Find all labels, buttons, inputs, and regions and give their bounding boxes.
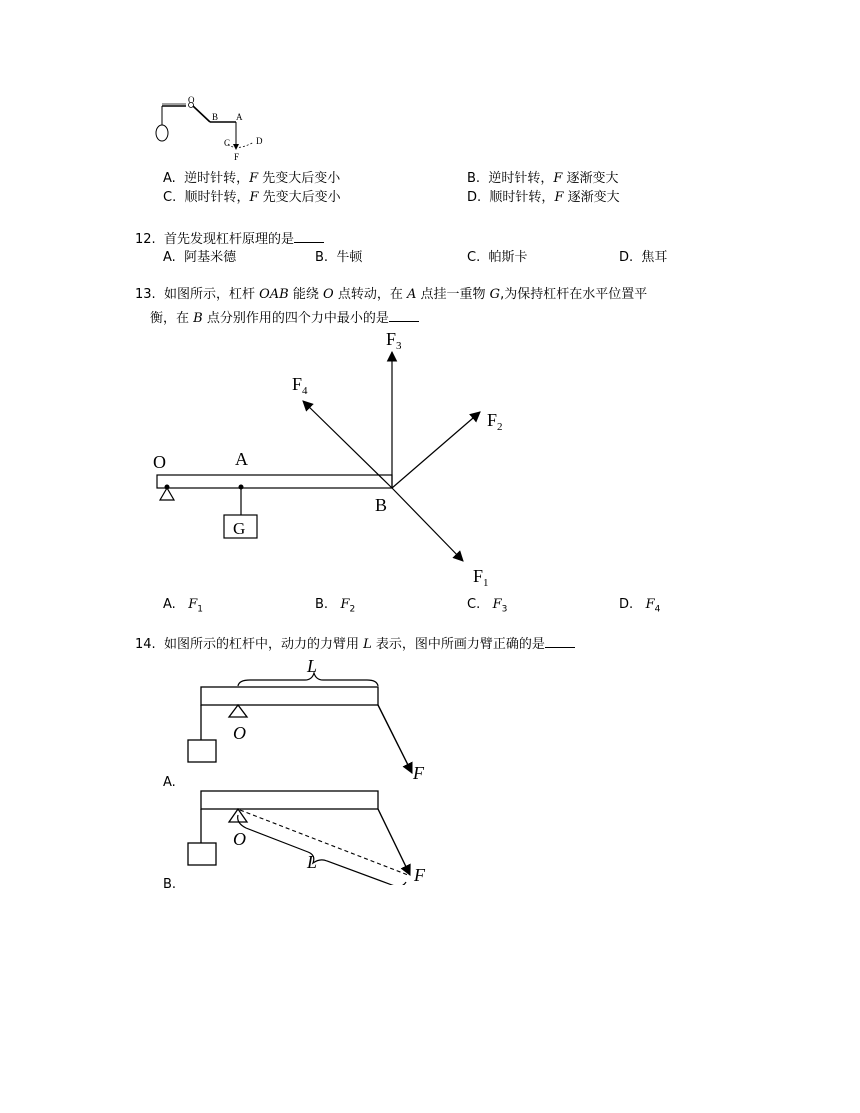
q14-figure-a	[180, 655, 440, 783]
fig-a-label-o: O	[233, 723, 246, 743]
fig-label-f2: $F_2$	[487, 410, 503, 433]
label-f: F	[234, 152, 240, 162]
q12-option-b[interactable]: B. 牛顿	[315, 250, 363, 265]
weight-box	[188, 843, 216, 865]
fig-label-o: O	[153, 452, 166, 472]
q13-stem-line2: 衡，在 B 点分别作用的四个力中最小的是	[150, 309, 419, 327]
weight-box	[188, 740, 216, 762]
lever-bar	[201, 687, 378, 705]
q11-option-a[interactable]: A. 逆时针转，F 先变大后变小	[163, 171, 341, 186]
fig-a-label-l: L	[307, 656, 318, 676]
fig-label-b: B	[375, 495, 388, 515]
arm-brace	[238, 815, 406, 885]
fulcrum-triangle	[229, 705, 247, 717]
fig-label-g: G	[233, 519, 246, 538]
label-b: B	[212, 112, 219, 122]
q11-option-c[interactable]: C. 顺时针转，F 先变大后变小	[163, 190, 341, 205]
fig-label-f1: $F_1$	[473, 566, 489, 589]
hanging-weight	[156, 125, 168, 141]
q14-option-a[interactable]: A.	[163, 775, 176, 790]
fig-b-label-o: O	[233, 829, 246, 849]
force-f1-arrow	[392, 488, 463, 561]
fig-b-label-f: F	[414, 865, 425, 885]
q13-stem-line1: 13. 如图所示，杠杆 OAB 能绕 O 点转动，在 A 点挂一重物 G,为保持杠杆在水平位置平	[135, 287, 648, 302]
force-f-arrow	[378, 809, 410, 875]
q11-option-b[interactable]: B. 逆时针转，F 逐渐变大	[467, 171, 619, 186]
q12-stem: 12. 首先发现杠杆原理的是	[135, 230, 324, 248]
q13-figure	[140, 325, 540, 590]
q14-option-b[interactable]: B.	[163, 877, 177, 892]
q13-option-d[interactable]: D. $F_4$	[619, 597, 661, 615]
answer-blank[interactable]	[389, 309, 419, 322]
lever-bar	[201, 791, 378, 809]
label-a: A	[236, 112, 243, 122]
force-f-arrow	[378, 705, 412, 773]
fig-label-f4: $F_4$	[292, 374, 308, 397]
fig-label-f3: $F_3$	[386, 329, 402, 352]
label-o: O	[188, 96, 195, 105]
q12-option-c[interactable]: C. 帕斯卡	[467, 250, 528, 265]
q11-option-d[interactable]: D. 顺时针转，F 逐渐变大	[467, 190, 620, 205]
force-f2-arrow	[392, 412, 480, 488]
fulcrum-triangle	[160, 488, 174, 500]
lever-bar	[157, 475, 392, 488]
q13-option-b[interactable]: B. $F_2$	[315, 597, 356, 615]
answer-blank[interactable]	[545, 635, 575, 648]
fig-a-label-f: F	[413, 763, 424, 783]
answer-blank[interactable]	[294, 230, 324, 243]
fig-b-label-l: L	[307, 852, 318, 872]
q14-figure-b	[180, 785, 440, 885]
q13-option-c[interactable]: C. $F_3$	[467, 597, 508, 615]
q13-option-a[interactable]: A. $F_1$	[163, 597, 203, 615]
label-d: D	[256, 136, 263, 146]
q14-stem: 14. 如图所示的杠杆中，动力的力臂用 L 表示，图中所画力臂正确的是	[135, 635, 575, 653]
q12-option-a[interactable]: A. 阿基米德	[163, 250, 237, 265]
label-c: C	[224, 138, 231, 148]
fig-label-a: A	[235, 449, 248, 469]
arc-c-d	[228, 142, 254, 148]
q11-figure	[150, 96, 280, 166]
q12-option-d[interactable]: D. 焦耳	[619, 250, 668, 265]
